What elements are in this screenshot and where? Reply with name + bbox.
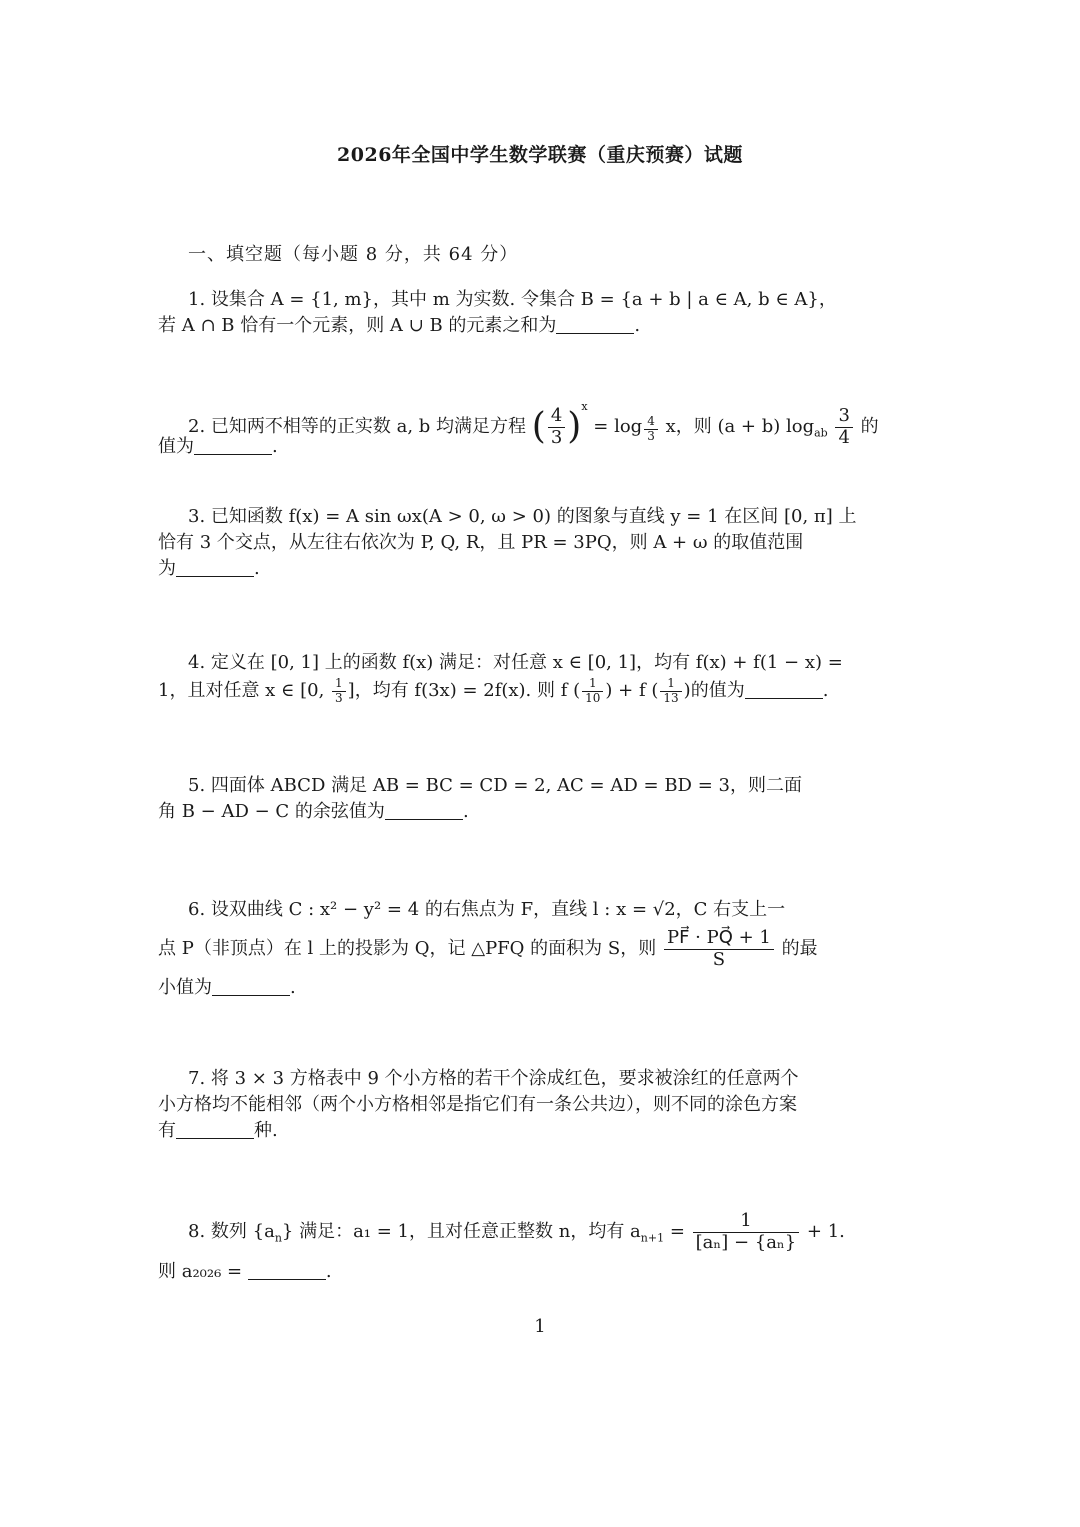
- problem-3-line-3: [158, 556, 880, 582]
- answer-blank: [176, 1120, 254, 1139]
- problem-4-text-b: ]，均有 f(3x) = 2f(x). 则 f (: [347, 680, 581, 701]
- problem-8-text-e: 则 a₂₀₂₆ =: [158, 1261, 243, 1282]
- fraction-3-4: $\frac{3}{4}$: [835, 406, 852, 448]
- problem-7-line-3: [158, 1118, 880, 1144]
- answer-blank: [194, 436, 272, 455]
- problem-5: [158, 773, 880, 825]
- answer-blank: [745, 680, 823, 699]
- fraction-1-10: $\frac{1}{10}$: [582, 677, 603, 706]
- problem-3-line-1: 3. 已知函数 f(x) = A sin ωx(A > 0, ω > 0) 的图象与直线 y = 1 在区间 [0, π] 上: [188, 506, 857, 527]
- problem-8-line-2: [158, 1259, 880, 1285]
- problem-6-period: .: [290, 977, 296, 998]
- paren-right: ): [567, 406, 582, 447]
- problem-2: [158, 380, 880, 460]
- problem-7-text: 有: [158, 1120, 176, 1141]
- problem-5-line-1: 5. 四面体 ABCD 满足 AB = BC = CD = 2, AC = AD = BD = 3，则二面: [188, 775, 802, 796]
- problem-8-period: .: [325, 1261, 332, 1282]
- equals-sign: =: [669, 1221, 685, 1242]
- problem-6-line-1: 6. 设双曲线 C : x² − y² = 4 的右焦点为 F，直线 l : x = √2，C 右支上一: [188, 899, 786, 920]
- problem-1-period: .: [634, 315, 641, 336]
- problem-4-period: .: [822, 680, 829, 701]
- fraction-recurrence: $\frac{1}{\text{[aₙ] − \{aₙ\}}}$: [693, 1211, 800, 1253]
- answer-blank: [212, 977, 290, 996]
- problem-4-text-a: 1，且对任意 x ∈ [0,: [158, 680, 325, 701]
- problem-7: [158, 1066, 880, 1144]
- problem-8: [158, 1205, 880, 1285]
- problem-3-text: 为: [158, 558, 176, 579]
- problem-4-text-d: )的值为: [683, 680, 745, 701]
- problem-5-line-2: [158, 799, 880, 825]
- problem-1-line-2: [158, 313, 880, 339]
- problem-5-period: .: [462, 801, 469, 822]
- problem-3-line-2: 恰有 3 个交点，从左往右依次为 P, Q, R，且 PR = 3PQ，则 A + ω 的取值范围: [158, 532, 804, 553]
- problem-8-text-a: 8. 数列 {a: [188, 1221, 275, 1242]
- answer-blank: [556, 315, 634, 334]
- problem-8-text-b: } 满足：a₁ = 1，且对任意正整数 n，均有 a: [281, 1221, 641, 1242]
- problem-7-suffix: 种.: [254, 1120, 278, 1141]
- problem-8-line-1: [158, 1205, 880, 1259]
- problem-2-period: .: [272, 436, 278, 457]
- problem-4-line-1: 4. 定义在 [0, 1] 上的函数 f(x) 满足：对任意 x ∈ [0, 1]，均有 f(x) + f(1 − x) =: [188, 652, 843, 673]
- exponent: x: [581, 400, 588, 413]
- problem-6-text-b: 的最: [781, 938, 818, 959]
- problem-2-text: 2. 已知两不相等的正实数 a, b 均满足方程: [188, 416, 527, 437]
- problem-4-text-c: ) + f (: [605, 680, 659, 701]
- paren-left: (: [531, 406, 546, 447]
- fraction-dot-product-over-s: $\frac{PF⃗ \cdot PQ⃗ + 1}{S}$: [664, 928, 774, 970]
- problem-7-line-2: 小方格均不能相邻（两个小方格相邻是指它们有一条公共边），则不同的涂色方案: [158, 1094, 797, 1115]
- log-base-fraction: $\frac{4}{3}$: [644, 415, 658, 444]
- problem-2-text-c: 值为: [158, 436, 194, 457]
- problem-2-end: 的: [860, 416, 879, 437]
- problem-6-text-c: 小值为: [158, 977, 212, 998]
- problem-1: [158, 287, 880, 339]
- problem-2-line-2: [158, 434, 880, 460]
- section-heading: 一、填空题（每小题 8 分，共 64 分）: [188, 244, 519, 265]
- problem-4-line-2: [158, 676, 880, 706]
- exam-title: 2026年全国中学生数学联赛（重庆预赛）试题: [337, 144, 743, 166]
- answer-blank: [248, 1261, 326, 1280]
- fraction-1-13: $\frac{1}{13}$: [660, 677, 681, 706]
- subscript-n-plus-1: n+1: [640, 1231, 665, 1245]
- problem-4: [158, 650, 880, 706]
- log-label: = log: [593, 416, 643, 437]
- problem-6-text-a: 点 P（非顶点）在 l 上的投影为 Q，记 △PFQ 的面积为 S，则: [158, 938, 657, 959]
- log-subscript: ab: [814, 426, 828, 440]
- fraction-4-3: $\frac{4}{3}$: [548, 406, 565, 448]
- problem-3: [158, 504, 880, 582]
- problem-1-line-1: 1. 设集合 A = {1, m}，其中 m 为实数. 令集合 B = {a + b | a ∈ A, b ∈ A}，: [188, 289, 837, 310]
- answer-blank: [176, 558, 254, 577]
- problem-7-line-1: 7. 将 3 × 3 方格表中 9 个小方格的若干个涂成红色，要求被涂红的任意两个: [188, 1068, 799, 1089]
- answer-blank: [385, 801, 463, 820]
- problem-8-text-d: + 1.: [806, 1221, 845, 1242]
- subscript-n: n: [274, 1231, 282, 1245]
- problem-5-text: 角 B − AD − C 的余弦值为: [158, 801, 385, 822]
- problem-6-line-3: [158, 975, 880, 1001]
- problem-1-text: 若 A ∩ B 恰有一个元素，则 A ∪ B 的元素之和为: [158, 315, 557, 336]
- fraction-1-3: $\frac{1}{3}$: [332, 677, 346, 706]
- problem-3-period: .: [254, 558, 260, 579]
- problem-6-line-2: [158, 923, 880, 975]
- problem-6: [158, 897, 880, 1001]
- page-number: 1: [534, 1316, 546, 1337]
- problem-2-text-b: x，则 (a + b) log: [665, 416, 815, 437]
